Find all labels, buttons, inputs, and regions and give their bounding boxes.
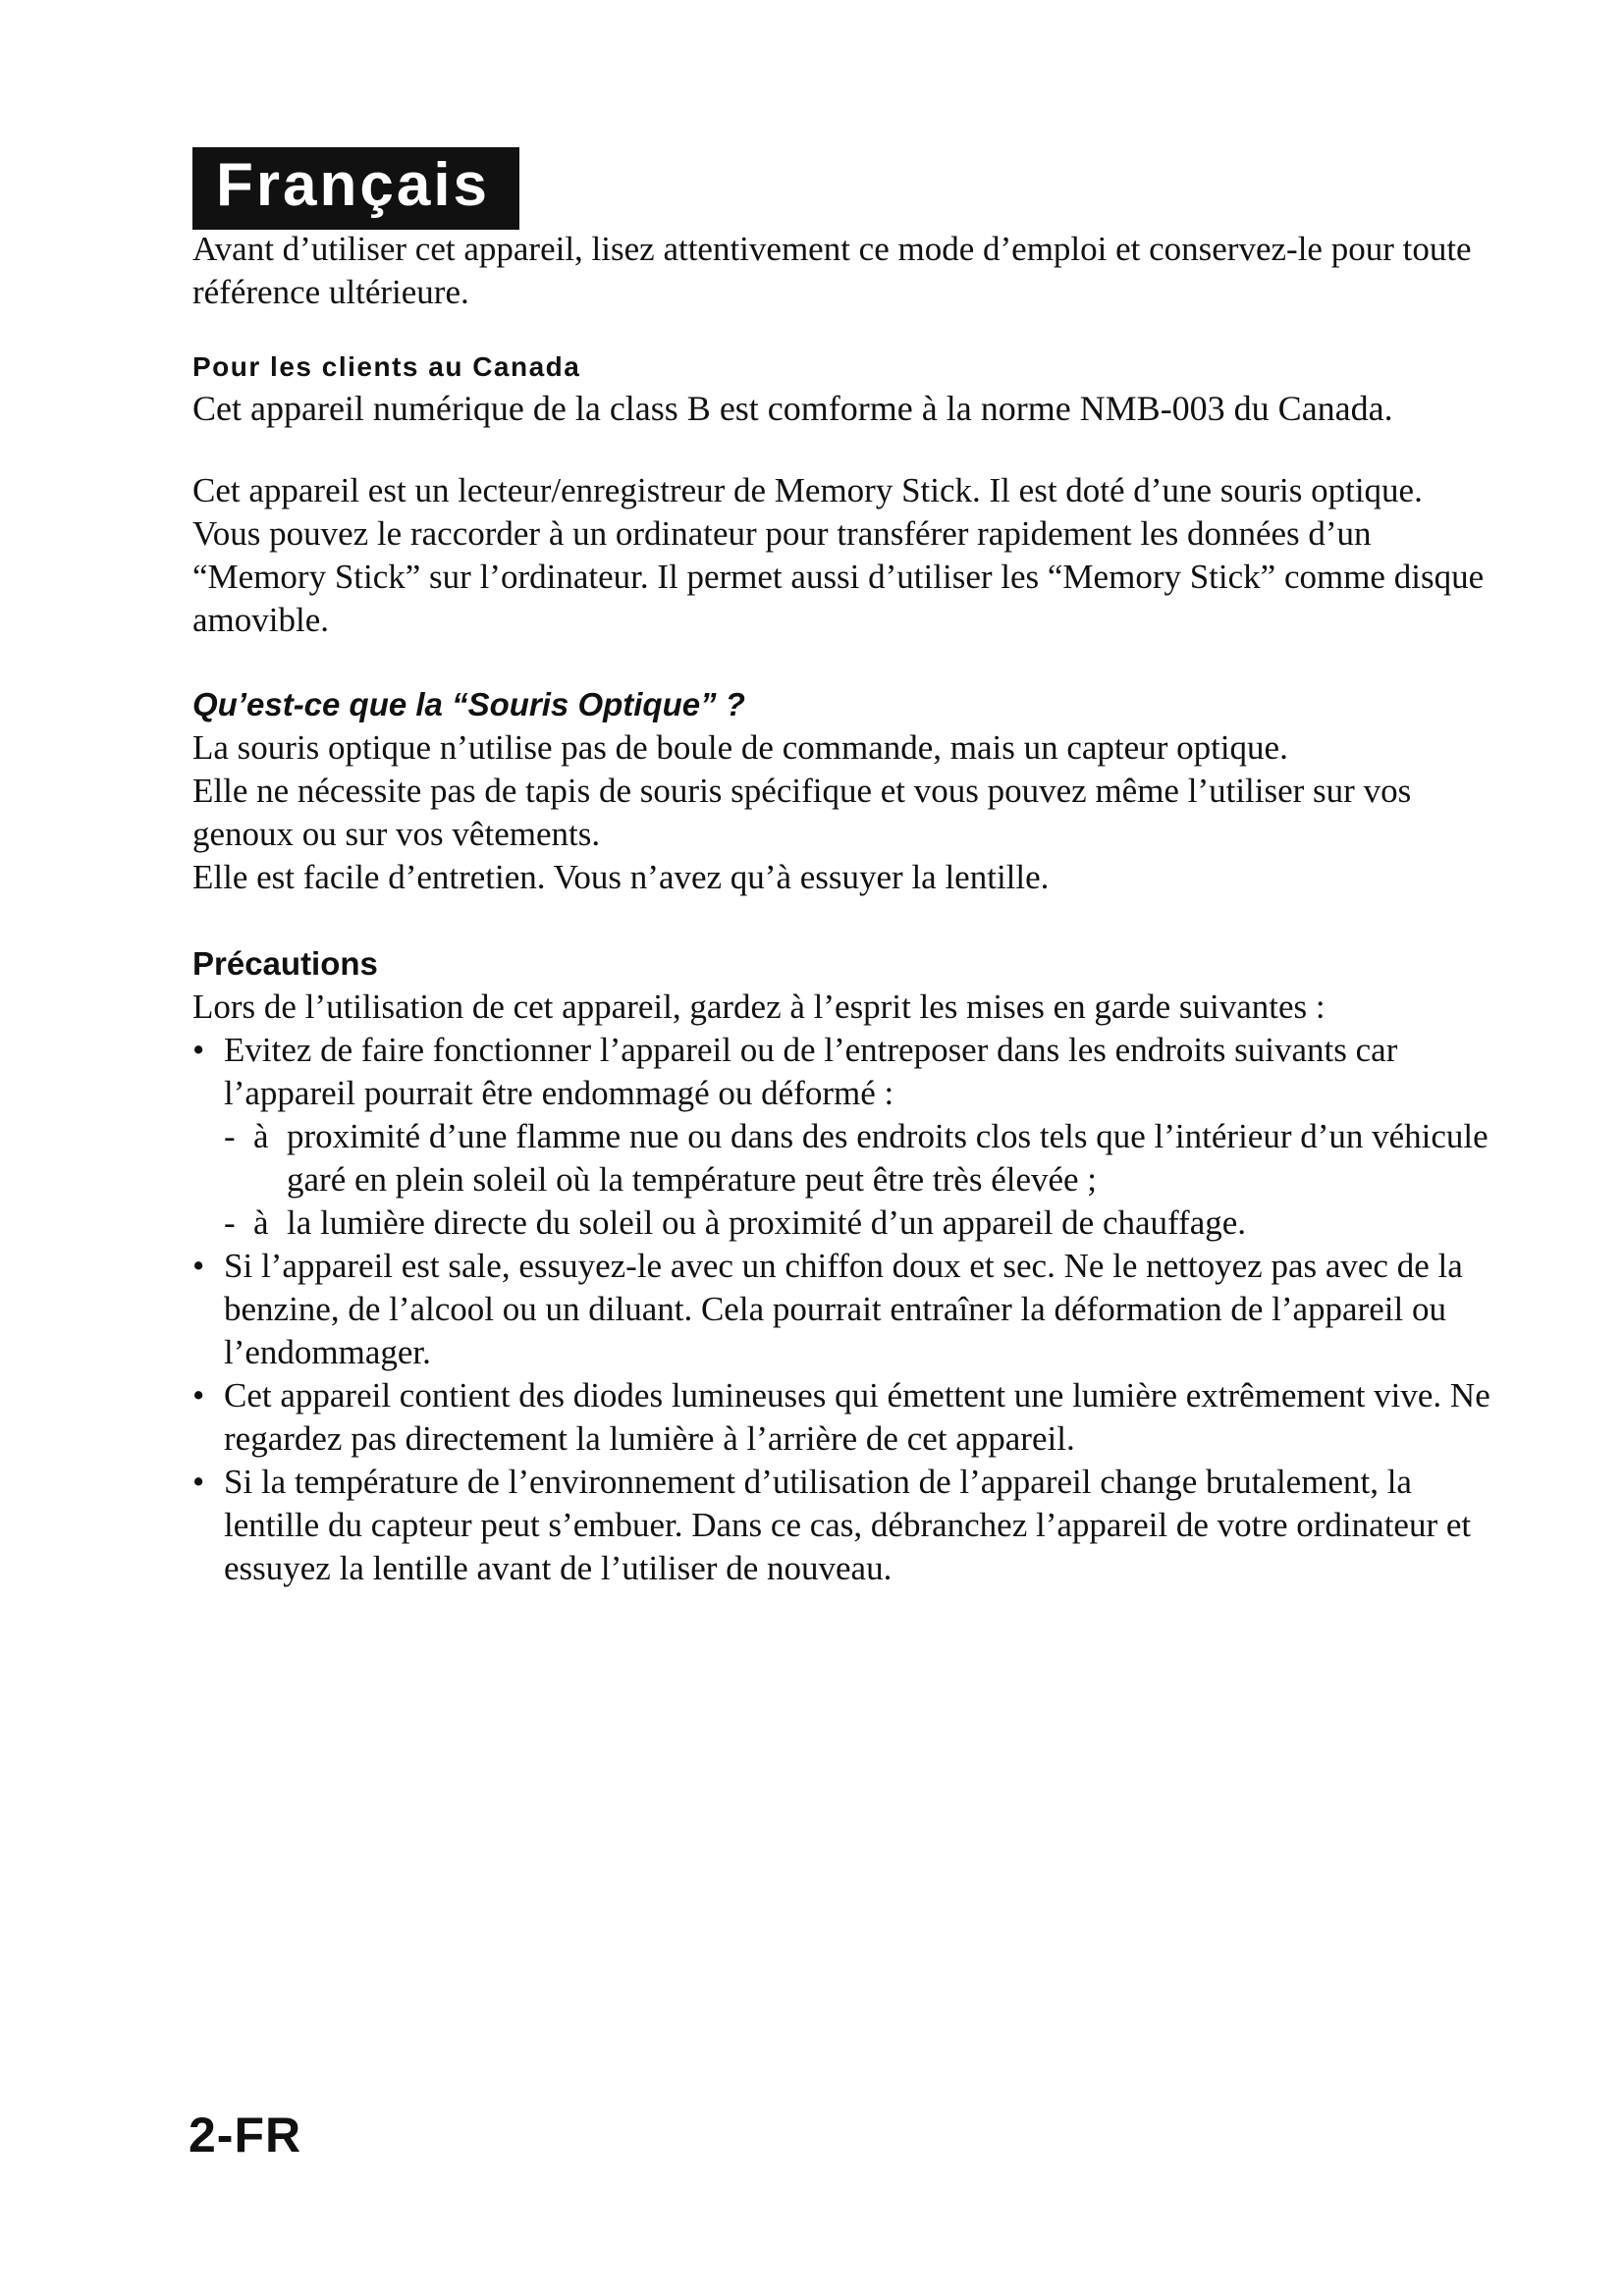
dash-icon: - <box>224 1117 236 1155</box>
bullet-icon: • <box>192 1376 205 1415</box>
page-content <box>192 228 1508 1590</box>
precaution-item <box>192 1461 1508 1590</box>
subitem-lead: à <box>253 1117 269 1155</box>
description-paragraph-1: Cet appareil est un lecteur/enregistreur de Memory Stick. Il est doté d’une souris optique. <box>192 471 1423 509</box>
precaution-item <box>192 1245 1508 1374</box>
optical-mouse-paragraph-3: Elle est facile d’entretien. Vous n’avez qu’à essuyer la lentille. <box>192 858 1050 896</box>
precaution-subitem <box>224 1115 1508 1201</box>
optical-mouse-paragraph-2: Elle ne nécessite pas de tapis de souris spécifique et vous pouvez même l’utiliser sur vos genoux ou sur vos vêtements. <box>192 772 1412 853</box>
page-number: 2-FR <box>189 2108 302 2163</box>
optical-mouse-paragraph-1: La souris optique n’utilise pas de boule de commande, mais un capteur optique. <box>192 728 1288 767</box>
precaution-item <box>192 1029 1508 1245</box>
bullet-icon: • <box>192 1031 205 1069</box>
precaution-text: Cet appareil contient des diodes lumineuses qui émettent une lumière extrêmement vive. Ne regardez pas directement la lumière à l’arrière de cet appareil. <box>224 1376 1490 1458</box>
canada-heading: Pour les clients au Canada <box>192 351 581 382</box>
description-paragraph-2: Vous pouvez le raccorder à un ordinateur pour transférer rapidement les données d’un “Memory Stick” sur l’ordinateur. Il permet aussi d’utiliser les “Memory Stick” comme disque amovible. <box>192 514 1485 639</box>
canada-notice: Cet appareil numérique de la class B est comforme à la norme NMB-003 du Canada. <box>192 389 1393 428</box>
language-badge: Français <box>192 147 519 230</box>
precaution-sublist <box>224 1115 1508 1245</box>
precautions-heading: Précautions <box>192 945 378 982</box>
optical-mouse-heading: Qu’est-ce que la “Souris Optique” ? <box>192 686 745 722</box>
subitem-text: proximité d’une flamme nue ou dans des endroits clos tels que l’intérieur d’un véhicule garé en plein soleil où la température peut être très élevée ; <box>287 1117 1489 1199</box>
precaution-item <box>192 1374 1508 1461</box>
precaution-text: Si la température de l’environnement d’utilisation de l’appareil change brutalement, la lentille du capteur peut s’embuer. Dans ce cas, débranchez l’appareil de votre ordinateur et essuyez la lentille avant de l’utiliser de nouveau. <box>224 1463 1472 1587</box>
subitem-text: la lumière directe du soleil ou à proximité d’un appareil de chauffage. <box>287 1203 1247 1242</box>
precaution-text: Si l’appareil est sale, essuyez-le avec un chiffon doux et sec. Ne le nettoyez pas avec de la benzine, de l’alcool ou un diluant. Cela pourrait entraîner la déformation de l’appareil ou l’endommager. <box>224 1247 1463 1371</box>
bullet-icon: • <box>192 1463 205 1501</box>
dash-icon: - <box>224 1203 236 1242</box>
precaution-text: Evitez de faire fonctionner l’appareil ou de l’entreposer dans les endroits suivants car l’appareil pourrait être endommagé ou déformé : <box>224 1031 1398 1112</box>
precautions-list <box>192 1029 1508 1590</box>
subitem-lead: à <box>253 1203 269 1242</box>
intro-paragraph: Avant d’utiliser cet appareil, lisez attentivement ce mode d’emploi et conservez-le pour toute référence ultérieure. <box>192 230 1472 311</box>
precautions-intro: Lors de l’utilisation de cet appareil, gardez à l’esprit les mises en garde suivantes : <box>192 988 1326 1026</box>
bullet-icon: • <box>192 1247 205 1285</box>
precaution-subitem <box>224 1201 1508 1245</box>
